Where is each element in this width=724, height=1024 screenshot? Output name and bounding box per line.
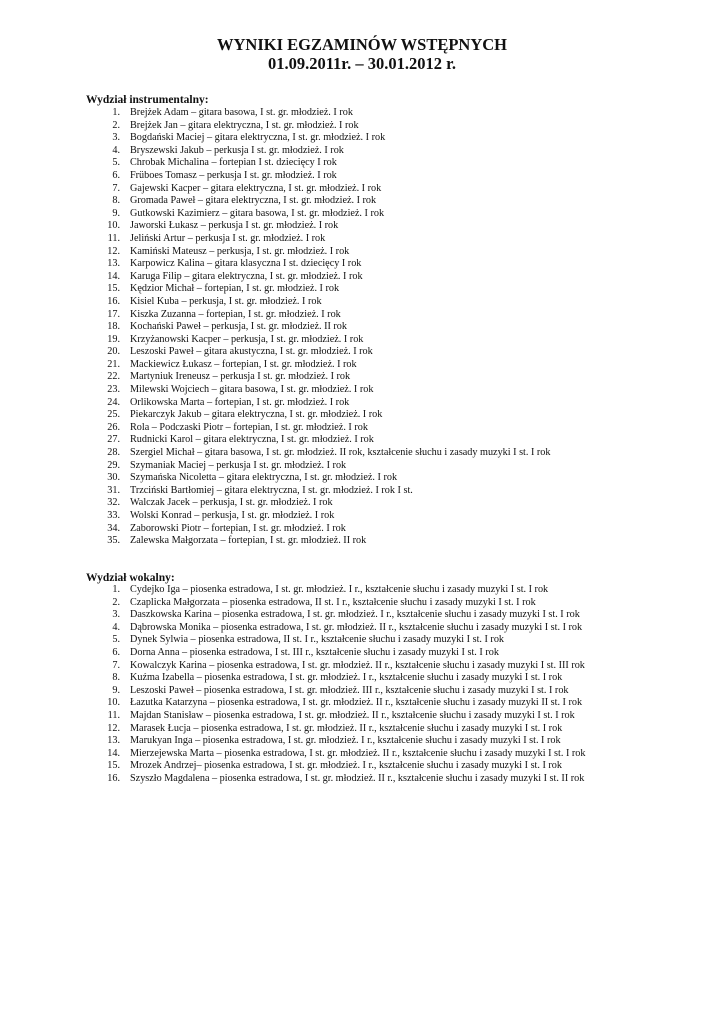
list-item-text: Walczak Jacek – perkusja, I st. gr. młodzież. I rok [130,497,333,509]
list-item-text: Piekarczyk Jakub – gitara elektryczna, I st. gr. młodzież. I rok [130,409,383,421]
list-item-text: Karuga Filip – gitara elektryczna, I st. gr. młodzież. I rok [130,270,363,282]
list-item-text: Wolski Konrad – perkusja, I st. gr. młodzież. I rok [130,510,335,521]
list-item [94,346,551,359]
list-item [94,497,551,510]
list-item-number: 23. [107,384,120,396]
list-item [94,384,551,397]
list-item-text: Kędzior Michał – fortepian, I st. gr. młodzież. I rok [130,283,340,295]
list-item-text: Orlikowska Marta – fortepian, I st. gr. młodzież. I rok [130,396,350,408]
list-item-text: Kiszka Zuzanna – fortepian, I st. gr. młodzież. I rok [130,308,341,320]
document-date-range: 01.09.2011r. – 30.01.2012 r. [267,54,457,73]
list-item-number: 3. [112,132,120,144]
list-item-text: Gutkowski Kazimierz – gitara basowa, I st. gr. młodzież. I rok [130,207,385,219]
list-item [94,634,585,647]
list-item-number: 4. [112,621,120,633]
list-item [94,710,585,723]
list-item-text: Daszkowska Karina – piosenka estradowa, I st. gr. młodzież. I r., kształcenie słuchu i zasady muzyki I st. I rok [130,609,580,621]
list-item-text: Łazutka Katarzyna – piosenka estradowa, I st. gr. młodzież. II r., kształcenie słuchu i zasady muzyki II st. I rok [130,697,583,709]
list-item-number: 16. [107,772,120,784]
list-item [94,472,551,485]
list-item-number: 21. [107,358,120,370]
list-item-number: 1. [112,107,120,118]
list-item [94,120,551,133]
list-item-text: Leszoski Paweł – gitara akustyczna, I st. gr. młodzież. I rok [130,346,373,358]
list-item [94,233,551,246]
list-item-number: 28. [107,447,120,459]
list-item-text: Zalewska Małgorzata – fortepian, I st. gr. młodzież. II rok [130,535,367,547]
list-item-number: 31. [107,484,120,496]
list-item [94,208,551,221]
list-item-number: 33. [107,510,120,521]
list-item [94,748,585,761]
list-item [94,371,551,384]
list-item-text: Cydejko Iga – piosenka estradowa, I st. gr. młodzież. I r., kształcenie słuchu i zasady muzyki I st. I rok [130,584,549,595]
list-item-text: Mrozek Andrzej– piosenka estradowa, I st. gr. młodzież. I r., kształcenie słuchu i zasady muzyki I st. I rok [130,760,562,772]
list-item [94,597,585,610]
list-item-number: 18. [107,321,120,333]
list-item-text: Szymańska Nicoletta – gitara elektryczna, I st. gr. młodzież. I rok [130,472,398,484]
list-item-number: 9. [112,207,120,219]
list-item-number: 9. [112,684,120,696]
list-item [94,672,585,685]
list-item [94,773,585,786]
list-item-text: Gromada Paweł – gitara elektryczna, I st. gr. młodzież. I rok [130,195,377,207]
list-item-number: 27. [107,434,120,446]
list-item-text: Rudnicki Karol – gitara elektryczna, I st. gr. młodzież. I rok [130,434,374,446]
list-item [94,434,551,447]
list-item-text: Brejżek Adam – gitara basowa, I st. gr. młodzież. I rok [130,107,353,118]
list-item-number: 7. [112,182,120,194]
list-item-text: Gajewski Kacper – gitara elektryczna, I st. gr. młodzież. I rok [130,182,382,194]
list-item-number: 11. [107,232,120,244]
list-item [94,760,585,773]
list-item-number: 30. [107,472,120,484]
list-item [94,523,551,536]
list-item-number: 12. [107,722,120,734]
list-item-number: 6. [112,646,120,658]
list-item [94,460,551,473]
list-item-text: Szergiel Michał – gitara basowa, I st. gr. młodzież. II rok, kształcenie słuchu i zasady muzyki I st. I rok [130,447,551,459]
list-item [94,258,551,271]
list-item [94,359,551,372]
list-item-text: Dąbrowska Monika – piosenka estradowa, I st. gr. młodzież. II r., kształcenie słuchu i zasady muzyki I st. I rok [130,621,583,633]
list-item [94,409,551,422]
list-item-text: Bryszewski Jakub – perkusja I st. gr. młodzież. I rok [130,144,344,156]
list-item-number: 15. [107,760,120,772]
list-item [94,397,551,410]
list-item-number: 1. [112,584,120,595]
list-item-text: Brejżek Jan – gitara elektryczna, I st. gr. młodzież. I rok [130,119,359,131]
list-item-number: 32. [107,497,120,509]
list-item [94,157,551,170]
list-item-number: 6. [112,169,120,181]
list-item-number: 7. [112,659,120,671]
list-item-text: Dynek Sylwia – piosenka estradowa, II st. I r., kształcenie słuchu i zasady muzyki I st. I rok [130,634,505,646]
list-item-number: 34. [107,522,120,534]
list-item [94,296,551,309]
instrumental-results-list [94,107,551,548]
list-item-text: Mierzejewska Marta – piosenka estradowa, I st. gr. młodzież. II r., kształcenie słuchu i zasady muzyki I st. I rok [130,747,586,759]
list-item [94,584,585,597]
list-item-number: 35. [107,535,120,547]
section-heading-vocal: Wydział wokalny: [86,572,175,584]
list-item-text: Jaworski Łukasz – perkusja I st. gr. młodzież. I rok [130,220,339,232]
list-item-text: Marukyan Inga – piosenka estradowa, I st. gr. młodzież. I r., kształcenie słuchu i zasady muzyki I st. I rok [130,735,561,747]
list-item-number: 13. [107,258,120,270]
list-item [94,132,551,145]
list-item-number: 2. [112,119,120,131]
list-item [94,183,551,196]
list-item [94,271,551,284]
list-item-text: Szymaniak Maciej – perkusja I st. gr. młodzież. I rok [130,459,347,471]
list-item-text: Kowalczyk Karina – piosenka estradowa, I st. gr. młodzież. II r., kształcenie słuchu i zasady muzyki I st. III rok [130,659,585,671]
list-item [94,145,551,158]
list-item-number: 3. [112,609,120,621]
list-item-text: Milewski Wojciech – gitara basowa, I st. gr. młodzież. I rok [130,384,374,396]
list-item-text: Martyniuk Ireneusz – perkusja I st. gr. młodzież. I rok [130,371,351,383]
list-item-number: 19. [107,333,120,345]
list-item-number: 13. [107,735,120,747]
list-item [94,660,585,673]
list-item-text: Jeliński Artur – perkusja I st. gr. młodzież. I rok [130,232,326,244]
list-item-text: Kuźma Izabella – piosenka estradowa, I st. gr. młodzież. I r., kształcenie słuchu i zasady muzyki I st. I rok [130,672,563,684]
list-item-text: Majdan Stanisław – piosenka estradowa, I st. gr. młodzież. II r., kształcenie słuchu i zasady muzyki I st. I rok [130,709,575,721]
list-item [94,535,551,548]
list-item-number: 4. [112,144,120,156]
list-item-number: 20. [107,346,120,358]
list-item [94,723,585,736]
list-item-text: Marasek Łucja – piosenka estradowa, I st. gr. młodzież. II r., kształcenie słuchu i zasady muzyki I st. I rok [130,722,563,734]
list-item [94,735,585,748]
list-item-number: 26. [107,421,120,433]
list-item-text: Czaplicka Małgorzata – piosenka estradowa, II st. I r., kształcenie słuchu i zasady muzyki I st. I rok [130,596,536,608]
list-item [94,309,551,322]
list-item-number: 22. [107,371,120,383]
list-item-number: 25. [107,409,120,421]
list-item-number: 2. [112,596,120,608]
list-item-number: 11. [107,709,120,721]
list-item-text: Zaborowski Piotr – fortepian, I st. gr. młodzież. I rok [130,522,346,534]
list-item [94,622,585,635]
list-item-number: 10. [107,697,120,709]
list-item-number: 14. [107,747,120,759]
list-item-number: 8. [112,672,120,684]
list-item-text: Szyszło Magdalena – piosenka estradowa, I st. gr. młodzież. II r., kształcenie słuchu i zasady muzyki I st. II rok [130,772,585,784]
list-item-text: Chrobak Michalina – fortepian I st. dziecięcy I rok [130,157,337,169]
document-title: WYNIKI EGZAMINÓW WSTĘPNYCH [216,35,507,54]
list-item-number: 24. [107,396,120,408]
list-item [94,510,551,523]
list-item-number: 10. [107,220,120,232]
list-item-text: Rola – Podczaski Piotr – fortepian, I st. gr. młodzież. I rok [130,421,368,433]
list-item-number: 5. [112,157,120,169]
list-item-text: Kamiński Mateusz – perkusja, I st. gr. młodzież. I rok [130,245,350,257]
list-item [94,334,551,347]
list-item-text: Mackiewicz Łukasz – fortepian, I st. gr. młodzież. I rok [130,358,357,370]
list-item-text: Kochański Paweł – perkusja, I st. gr. młodzież. II rok [130,321,347,333]
section-heading-instrumental: Wydział instrumentalny: [86,94,209,106]
list-item-text: Früboes Tomasz – perkusja I st. gr. młodzież. I rok [130,169,337,181]
list-item [94,697,585,710]
list-item-text: Dorna Anna – piosenka estradowa, I st. III r., kształcenie słuchu i zasady muzyki I st. I rok [130,646,499,658]
list-item-text: Trzciński Bartłomiej – gitara elektryczna, I st. gr. młodzież. I rok I st. [130,484,413,496]
list-item-text: Kisiel Kuba – perkusja, I st. gr. młodzież. I rok [130,295,322,307]
list-item [94,195,551,208]
list-item-number: 16. [107,295,120,307]
list-item-text: Leszoski Paweł – piosenka estradowa, I st. gr. młodzież. III r., kształcenie słuchu i zasady muzyki I st. I rok [130,684,569,696]
list-item [94,220,551,233]
list-item [94,107,551,120]
list-item [94,447,551,460]
vocal-results-list [94,584,585,786]
list-item-number: 17. [107,308,120,320]
list-item [94,609,585,622]
list-item [94,485,551,498]
list-item [94,422,551,435]
list-item-text: Karpowicz Kalina – gitara klasyczna I st. dziecięcy I rok [130,258,362,270]
list-item-number: 12. [107,245,120,257]
list-item-text: Krzyżanowski Kacper – perkusja, I st. gr. młodzież. I rok [130,333,364,345]
list-item-number: 5. [112,634,120,646]
list-item [94,246,551,259]
list-item [94,647,585,660]
list-item [94,170,551,183]
list-item [94,685,585,698]
list-item [94,283,551,296]
list-item-number: 14. [107,270,120,282]
list-item-text: Bogdański Maciej – gitara elektryczna, I st. gr. młodzież. I rok [130,132,386,144]
list-item-number: 8. [112,195,120,207]
list-item [94,321,551,334]
list-item-number: 15. [107,283,120,295]
list-item-number: 29. [107,459,120,471]
